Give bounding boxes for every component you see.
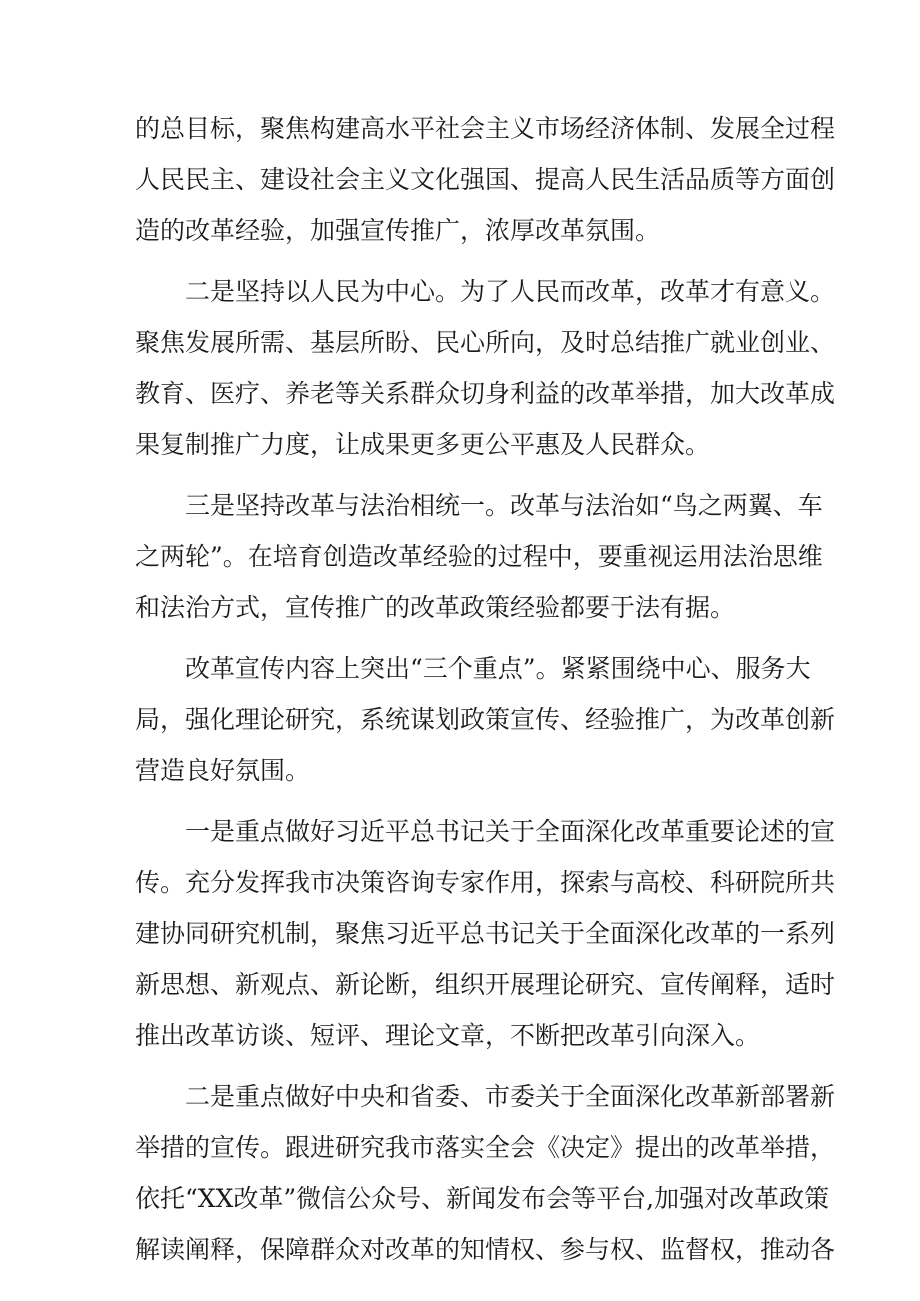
text-line: 教育、医疗、养老等关系群众切身利益的改革举措，加大改革成 (135, 379, 836, 408)
text-line: 传。充分发挥我市决策咨询专家作用，探索与高校、科研院所共 (135, 868, 836, 897)
paragraph-first-line: 三是坚持改革与法治相统一。改革与法治如“鸟之两翼、车 (185, 491, 823, 520)
text-line: 解读阐释，保障群众对改革的知情权、参与权、监督权，推动各 (135, 1235, 836, 1264)
text-line: 造的改革经验，加强宣传推广，浓厚改革氛围。 (135, 216, 661, 245)
text-line: 人民民主、建设社会主义文化强国、提高人民生活品质等方面创 (135, 165, 836, 194)
paragraph-first-line: 二是坚持以人民为中心。为了人民而改革，改革才有意义。 (185, 277, 836, 306)
text-line: 依托“XX改革”微信公众号、新闻发布会等平台,加强对改革政策 (135, 1184, 830, 1213)
text-line: 的总目标，聚焦构建高水平社会主义市场经济体制、发展全过程 (135, 114, 836, 143)
text-line: 之两轮”。在培育创造改革经验的过程中，要重视运用法治思维 (135, 542, 823, 571)
text-line: 局，强化理论研究，系统谋划政策宣传、经验推广，为改革创新 (135, 705, 836, 734)
text-line: 和法治方式，宣传推广的改革政策经验都要于法有据。 (135, 593, 736, 622)
text-line: 举措的宣传。跟进研究我市落实全会《决定》提出的改革举措， (135, 1133, 836, 1162)
text-line: 新思想、新观点、新论断，组织开展理论研究、宣传阐释，适时 (135, 970, 836, 999)
text-line: 建协同研究机制，聚焦习近平总书记关于全面深化改革的一系列 (135, 919, 836, 948)
text-line: 推出改革访谈、短评、理论文章，不断把改革引向深入。 (135, 1021, 761, 1050)
paragraph-first-line: 一是重点做好习近平总书记关于全面深化改革重要论述的宣 (185, 817, 836, 846)
document-body (135, 103, 836, 1275)
text-line: 果复制推广力度，让成果更多更公平惠及人民群众。 (135, 430, 711, 459)
text-line: 聚焦发展所需、基层所盼、民心所向，及时总结推广就业创业、 (135, 328, 836, 357)
paragraph-first-line: 改革宣传内容上突出“三个重点”。紧紧围绕中心、服务大 (185, 654, 811, 683)
paragraph-first-line: 二是重点做好中央和省委、市委关于全面深化改革新部署新 (185, 1082, 836, 1111)
text-line: 营造良好氛围。 (135, 756, 311, 785)
